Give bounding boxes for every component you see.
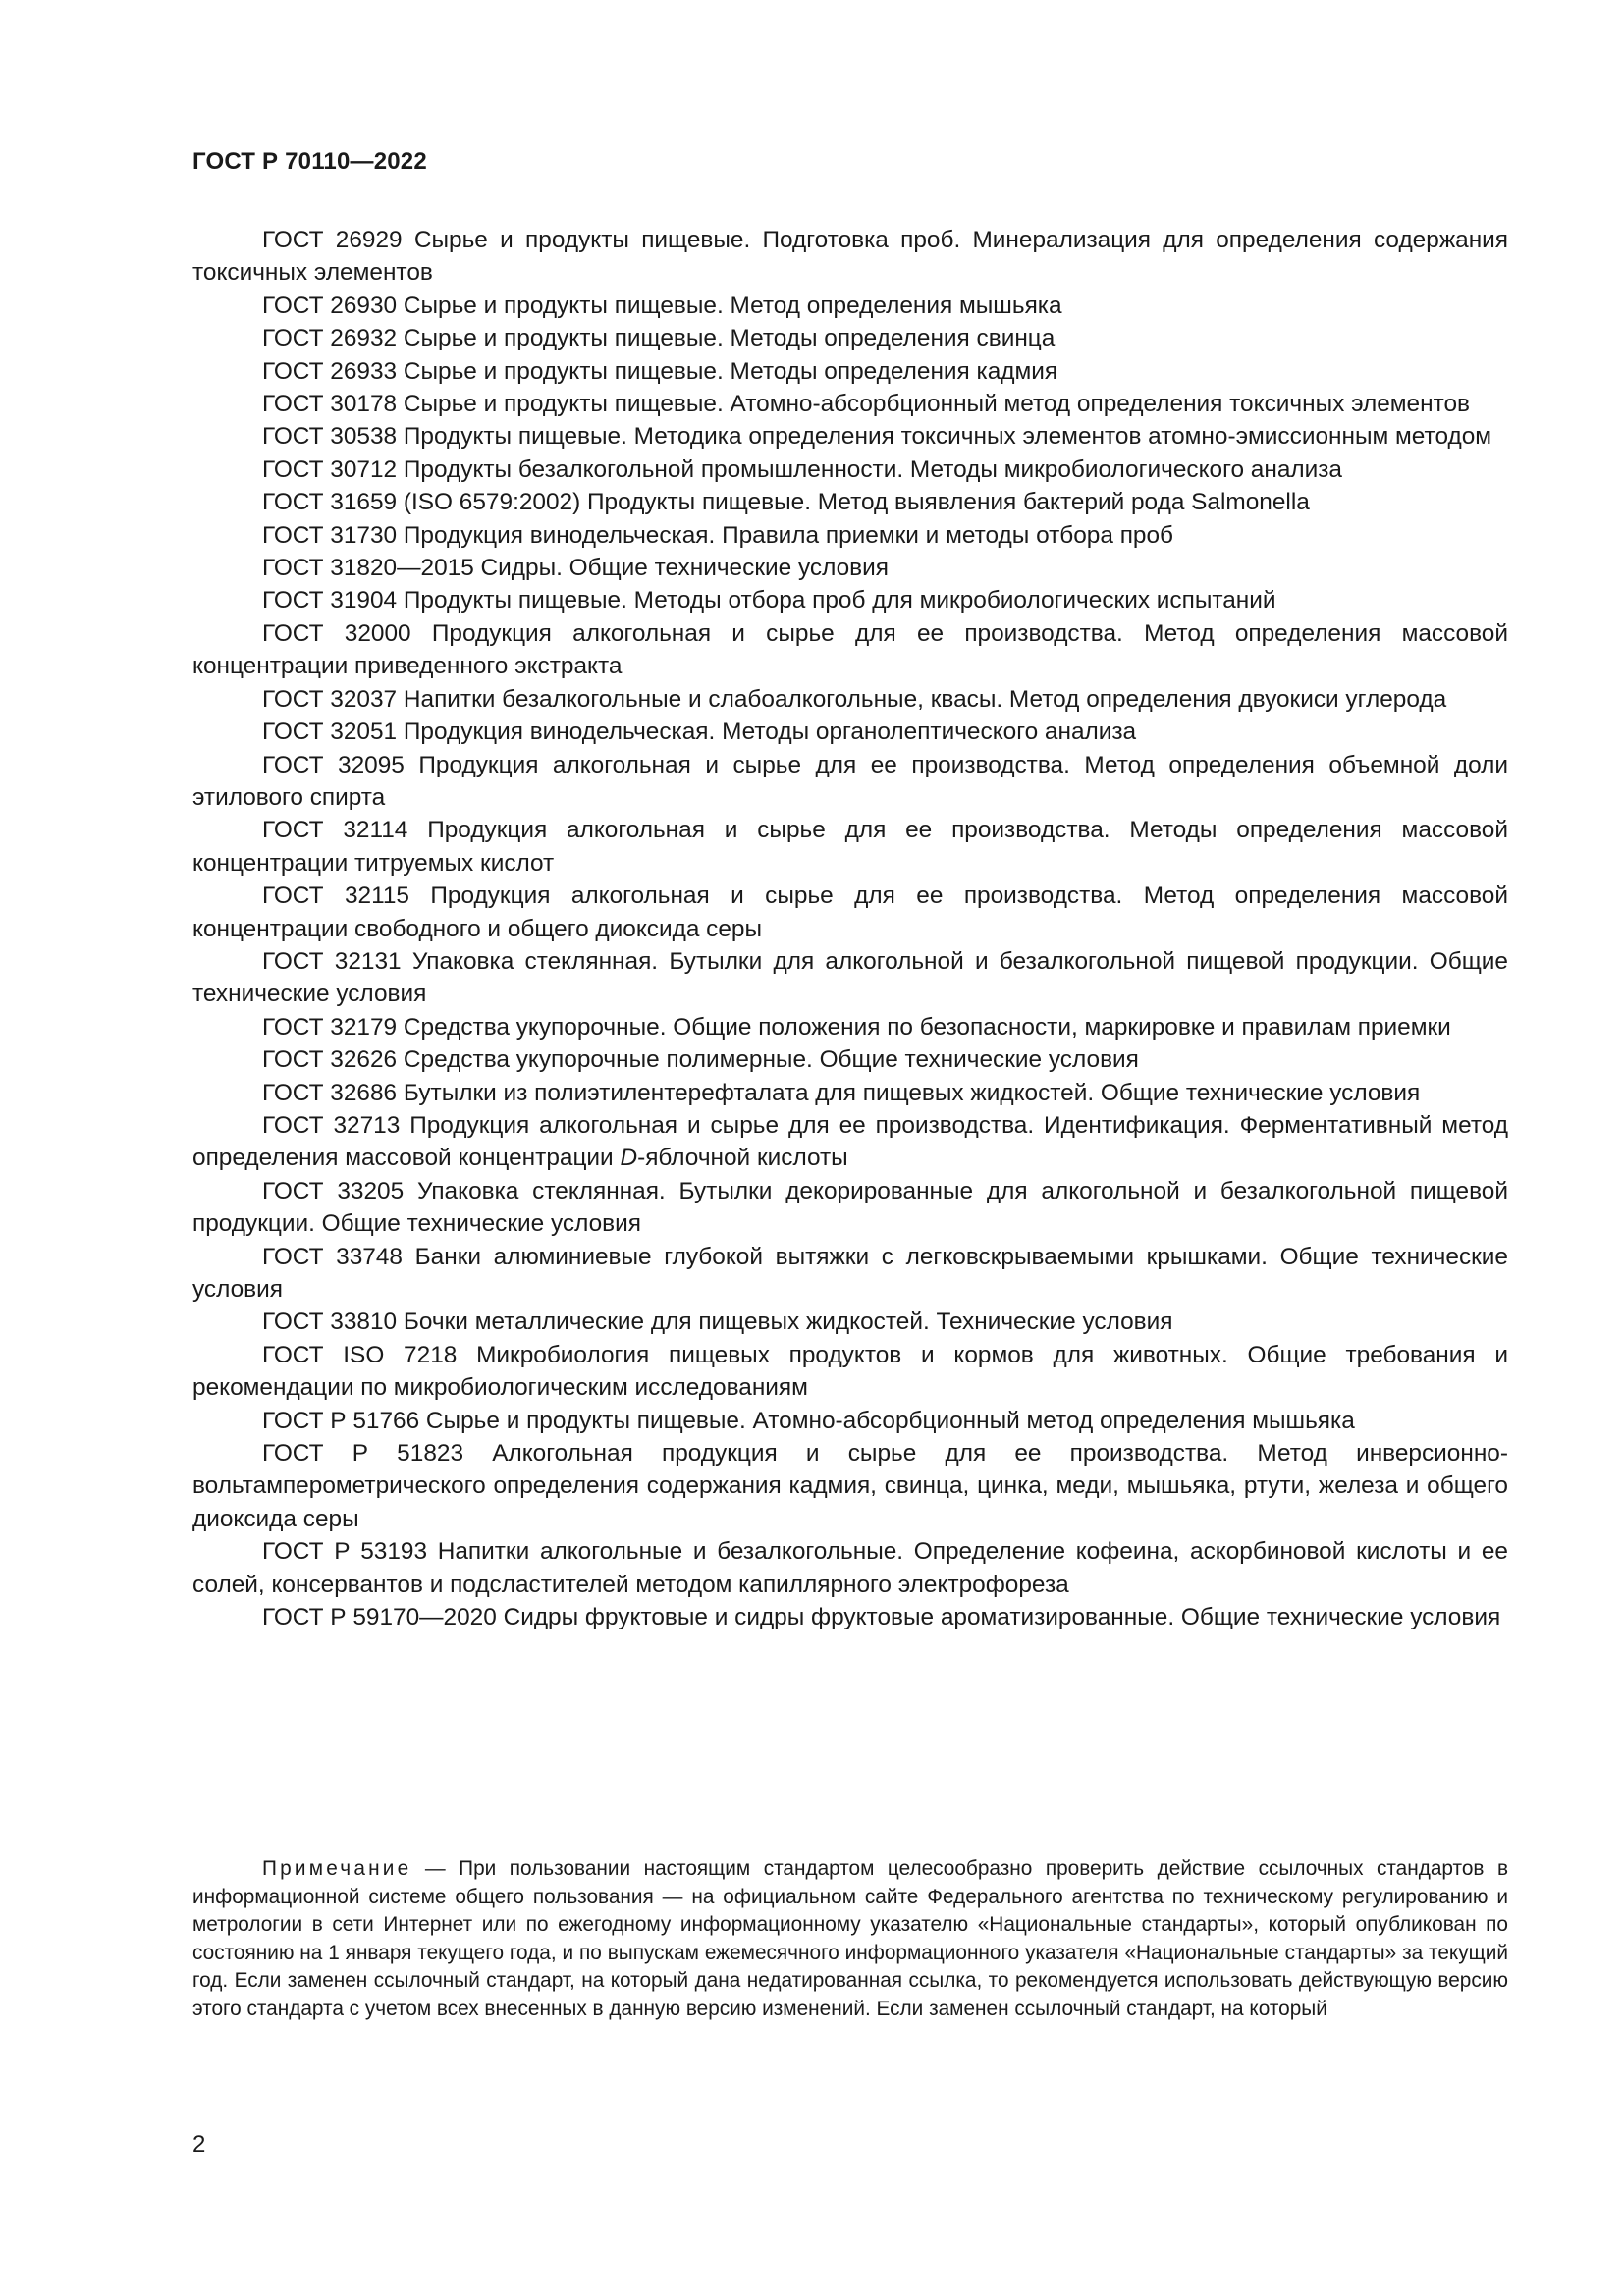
reference-item: ГОСТ 33205 Упаковка стеклянная. Бутылки декорированные для алкогольной и безалкогольной пищевой продукции. Общие технические условия xyxy=(192,1177,1508,1238)
reference-item: ГОСТ 33748 Банки алюминиевые глубокой вытяжки с легковскрываемыми крышками. Общие технические условия xyxy=(192,1243,1508,1303)
reference-item: ГОСТ Р 53193 Напитки алкогольные и безалкогольные. Определение кофеина, аскорбиновой кислоты и ее солей, консервантов и подсластителей методом капиллярного электрофореза xyxy=(192,1538,1508,1598)
reference-item: ГОСТ 32037 Напитки безалкогольные и слабоалкогольные, квасы. Метод определения двуокиси углерода xyxy=(262,685,1447,713)
reference-item: ГОСТ ISO 7218 Микробиология пищевых продуктов и кормов для животных. Общие требования и рекомендации по микробиологическим исследованиям xyxy=(192,1341,1508,1402)
reference-item: ГОСТ Р 51823 Алкогольная продукция и сырье для ее производства. Метод инверсионно-вольтамперометрического определения содержания кадмия, свинца, цинка, меди, мышьяка, ртути, железа и общего диоксида серы xyxy=(192,1440,1508,1532)
reference-item: ГОСТ 26933 Сырье и продукты пищевые. Методы определения кадмия xyxy=(262,357,1058,385)
reference-item: ГОСТ 26932 Сырье и продукты пищевые. Методы определения свинца xyxy=(262,325,1056,352)
reference-item: ГОСТ 32114 Продукция алкогольная и сырье для ее производства. Методы определения массовой концентрации титруемых кислот xyxy=(192,817,1508,877)
reference-text-part: -яблочной кислоты xyxy=(637,1145,848,1172)
reference-item: ГОСТ 26930 Сырье и продукты пищевые. Метод определения мышьяка xyxy=(262,292,1062,319)
note-label: Примечание xyxy=(262,1857,412,1880)
reference-item: ГОСТ Р 51766 Сырье и продукты пищевые. Атомно-абсорбционный метод определения мышьяка xyxy=(262,1407,1355,1434)
reference-item: ГОСТ 32115 Продукция алкогольная и сырье для ее производства. Метод определения массовой концентрации свободного и общего диоксида серы xyxy=(192,882,1508,942)
reference-item: ГОСТ 32095 Продукция алкогольная и сырье для ее производства. Метод определения объемной доли этилового спирта xyxy=(192,751,1508,811)
page-number: 2 xyxy=(192,2131,206,2158)
reference-item: ГОСТ 31730 Продукция винодельческая. Правила приемки и методы отбора проб xyxy=(262,521,1174,549)
reference-item: ГОСТ Р 59170—2020 Сидры фруктовые и сидры фруктовые ароматизированные. Общие технические условия xyxy=(262,1604,1501,1631)
reference-text-part: ГОСТ 32713 Продукция алкогольная и сырье для ее производства. Идентификация. Ферментативный метод определения массовой концентрации xyxy=(192,1111,1508,1172)
reference-item: ГОСТ 30712 Продукты безалкогольной промышленности. Методы микробиологического анализа xyxy=(262,455,1342,483)
reference-item: ГОСТ 32000 Продукция алкогольная и сырье для ее производства. Метод определения массовой концентрации приведенного экстракта xyxy=(192,619,1508,680)
reference-item: ГОСТ 32051 Продукция винодельческая. Методы органолептического анализа xyxy=(262,719,1137,746)
reference-item: ГОСТ 33810 Бочки металлические для пищевых жидкостей. Технические условия xyxy=(262,1308,1173,1336)
reference-item xyxy=(192,1109,1508,1175)
reference-item: ГОСТ 32179 Средства укупорочные. Общие положения по безопасности, маркировке и правилам приемки xyxy=(262,1013,1451,1041)
reference-item: ГОСТ 31659 (ISO 6579:2002) Продукты пищевые. Метод выявления бактерий рода Salmonella xyxy=(262,489,1310,516)
reference-item: ГОСТ 31904 Продукты пищевые. Методы отбора проб для микробиологических испытаний xyxy=(262,587,1276,614)
reference-item: ГОСТ 32131 Упаковка стеклянная. Бутылки для алкогольной и безалкогольной пищевой продукции. Общие технические условия xyxy=(192,947,1508,1008)
normative-references-list xyxy=(192,224,1508,1633)
note-text: — При пользовании настоящим стандартом целесообразно проверить действие ссылочных стандартов в информационной системе общего пользования — на официальном сайте Федерального агентства по техническому регулированию и метрологии в сети Интернет или по ежегодному информационному указателю «Национальные стандарты», который опубликован по состоянию на 1 января текущего года, и по выпускам ежемесячного информационного указателя «Национальные стандарты» за текущий год. Если заменен ссылочный стандарт, на который дана недатированная ссылка, то рекомендуется использовать действующую версию этого стандарта с учетом всех внесенных в данную версию изменений. Если заменен ссылочный стандарт, на который xyxy=(192,1857,1508,2020)
reference-italic-part: D xyxy=(620,1145,638,1172)
reference-item: ГОСТ 32686 Бутылки из полиэтилентерефталата для пищевых жидкостей. Общие технические условия xyxy=(262,1079,1421,1106)
reference-item: ГОСТ 31820—2015 Сидры. Общие технические условия xyxy=(262,555,889,582)
document-code-header: ГОСТ Р 70110—2022 xyxy=(192,148,427,175)
note-paragraph xyxy=(192,1855,1508,2024)
reference-item: ГОСТ 26929 Сырье и продукты пищевые. Подготовка проб. Минерализация для определения содержания токсичных элементов xyxy=(192,227,1508,287)
reference-item: ГОСТ 32626 Средства укупорочные полимерные. Общие технические условия xyxy=(262,1046,1139,1074)
reference-item: ГОСТ 30538 Продукты пищевые. Методика определения токсичных элементов атомно-эмиссионным методом xyxy=(262,423,1492,451)
reference-item: ГОСТ 30178 Сырье и продукты пищевые. Атомно-абсорбционный метод определения токсичных элементов xyxy=(262,391,1470,418)
